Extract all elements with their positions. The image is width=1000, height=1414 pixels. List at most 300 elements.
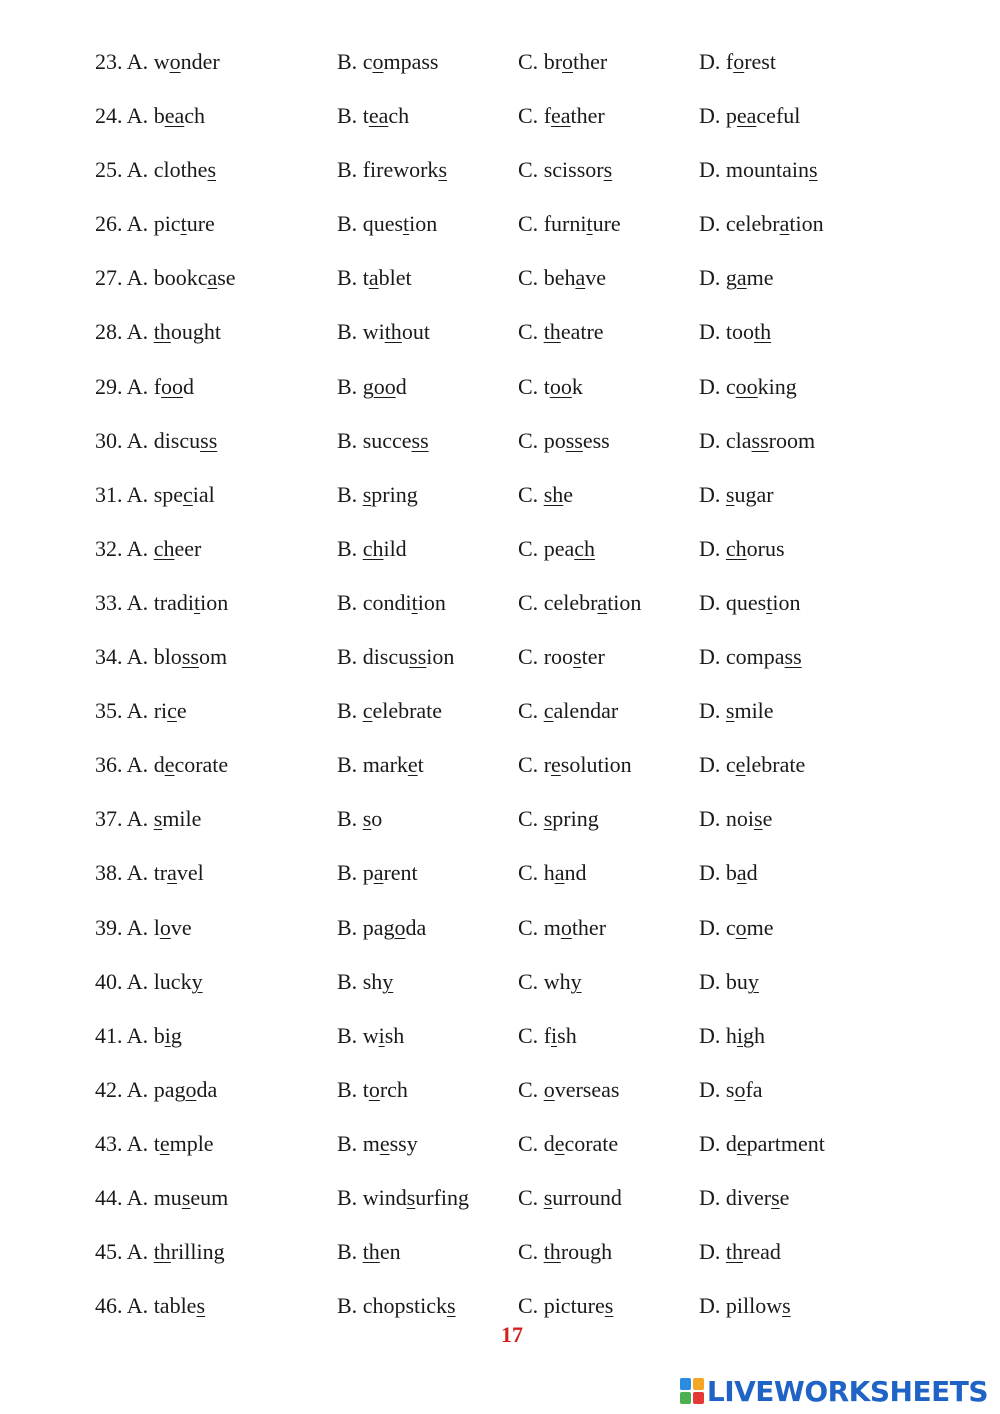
option-letter: A. <box>126 860 149 886</box>
option-a <box>95 210 215 238</box>
question-row <box>0 635 1000 689</box>
option-b <box>337 48 438 76</box>
option-word: smile <box>153 806 202 832</box>
option-word: rooster <box>543 644 605 670</box>
option-letter: D. <box>699 211 721 237</box>
option-word: pictures <box>543 1293 614 1319</box>
option-letter: B. <box>337 535 358 561</box>
option-letter: C. <box>518 1022 539 1048</box>
question-row <box>0 1014 1000 1068</box>
option-word: fish <box>543 1022 577 1048</box>
option-letter: D. <box>699 698 721 724</box>
option-letter: B. <box>337 265 358 291</box>
option-letter: C. <box>518 860 539 886</box>
option-a <box>95 1184 228 1212</box>
question-number: 26. <box>95 211 123 237</box>
option-word: decorate <box>153 752 229 778</box>
option-letter: D. <box>699 1076 721 1102</box>
option-c <box>518 427 610 455</box>
question-row <box>0 1230 1000 1284</box>
question-number: 39. <box>95 914 123 940</box>
question-row <box>0 1176 1000 1230</box>
option-letter: D. <box>699 860 721 886</box>
question-number: 29. <box>95 373 123 399</box>
option-word: market <box>362 752 424 778</box>
option-word: picture <box>153 211 215 237</box>
option-word: mountains <box>725 157 818 183</box>
option-letter: D. <box>699 373 721 399</box>
option-d <box>699 48 776 76</box>
option-letter: B. <box>337 914 358 940</box>
option-word: forest <box>725 49 776 74</box>
option-letter: D. <box>699 319 721 345</box>
option-word: bad <box>725 860 758 886</box>
option-letter: B. <box>337 1239 358 1265</box>
option-letter: C. <box>518 427 539 453</box>
option-letter: A. <box>126 481 149 507</box>
option-letter: D. <box>699 752 721 778</box>
option-letter: B. <box>337 968 358 994</box>
question-number: 45. <box>95 1239 123 1265</box>
option-word: spring <box>362 481 418 507</box>
option-letter: B. <box>337 1022 358 1048</box>
option-word: teach <box>362 103 410 129</box>
option-letter: C. <box>518 1184 539 1210</box>
option-b <box>337 1184 469 1212</box>
option-d <box>699 1238 781 1266</box>
option-word: tables <box>153 1293 206 1319</box>
option-word: possess <box>543 427 610 453</box>
option-d <box>699 859 758 887</box>
option-letter: A. <box>126 157 149 183</box>
option-c <box>518 968 582 996</box>
option-a <box>95 156 216 184</box>
option-word: cheer <box>153 535 202 561</box>
option-b <box>337 805 382 833</box>
option-d <box>699 643 802 671</box>
option-word: calendar <box>543 698 619 724</box>
option-c <box>518 373 583 401</box>
option-letter: A. <box>126 1184 149 1210</box>
option-letter: C. <box>518 968 539 994</box>
option-word: discussion <box>362 644 455 670</box>
option-word: overseas <box>543 1076 620 1102</box>
option-a <box>95 1130 214 1158</box>
option-word: good <box>362 373 407 399</box>
option-b <box>337 535 407 563</box>
option-letter: A. <box>126 265 149 291</box>
option-b <box>337 210 437 238</box>
option-letter: A. <box>126 319 149 345</box>
option-letter: A. <box>126 1130 149 1156</box>
option-c <box>518 589 641 617</box>
option-c <box>518 805 599 833</box>
option-a <box>95 264 236 292</box>
question-number: 25. <box>95 157 123 183</box>
question-number: 35. <box>95 698 123 724</box>
option-letter: A. <box>126 1239 149 1265</box>
option-letter: C. <box>518 373 539 399</box>
option-letter: B. <box>337 1293 358 1319</box>
option-word: discuss <box>153 427 218 453</box>
option-letter: C. <box>518 752 539 778</box>
option-letter: C. <box>518 481 539 507</box>
liveworksheets-logo[interactable] <box>680 1374 988 1408</box>
option-letter: D. <box>699 1239 721 1265</box>
question-number: 33. <box>95 589 123 615</box>
option-letter: C. <box>518 589 539 615</box>
option-word: scissors <box>543 157 613 183</box>
option-letter: A. <box>126 535 149 561</box>
question-row <box>0 960 1000 1014</box>
question-number: 32. <box>95 535 123 561</box>
option-letter: D. <box>699 644 721 670</box>
question-row <box>0 365 1000 419</box>
option-word: buy <box>725 968 759 994</box>
option-letter: D. <box>699 589 721 615</box>
option-word: clothes <box>153 157 217 183</box>
option-word: travel <box>153 860 204 886</box>
option-a <box>95 1076 217 1104</box>
question-row <box>0 527 1000 581</box>
option-letter: B. <box>337 427 358 453</box>
option-letter: C. <box>518 49 539 74</box>
option-a <box>95 48 220 76</box>
option-word: surround <box>543 1184 622 1210</box>
option-letter: D. <box>699 914 721 940</box>
option-word: messy <box>362 1130 418 1156</box>
question-row <box>0 202 1000 256</box>
option-b <box>337 427 429 455</box>
option-d <box>699 373 797 401</box>
option-c <box>518 1022 577 1050</box>
option-c <box>518 210 621 238</box>
question-number: 28. <box>95 319 123 345</box>
option-c <box>518 697 618 725</box>
question-number: 46. <box>95 1293 123 1319</box>
question-row <box>0 40 1000 94</box>
option-d <box>699 1076 763 1104</box>
option-d <box>699 318 771 346</box>
option-word: so <box>362 806 383 832</box>
option-c <box>518 1238 612 1266</box>
option-letter: C. <box>518 1130 539 1156</box>
option-word: success <box>362 427 429 453</box>
option-a <box>95 318 221 346</box>
question-number: 24. <box>95 103 123 129</box>
option-word: celebrate <box>362 698 443 724</box>
option-word: special <box>153 481 215 507</box>
option-letter: C. <box>518 914 539 940</box>
option-b <box>337 697 442 725</box>
option-letter: C. <box>518 103 539 129</box>
option-c <box>518 859 586 887</box>
option-word: smile <box>725 698 774 724</box>
option-a <box>95 914 192 942</box>
option-letter: C. <box>518 157 539 183</box>
option-letter: C. <box>518 1293 539 1319</box>
option-c <box>518 156 612 184</box>
option-word: question <box>725 589 801 615</box>
option-word: food <box>153 373 195 399</box>
question-row <box>0 906 1000 960</box>
option-word: come <box>725 914 774 940</box>
option-word: bookcase <box>153 265 236 291</box>
option-b <box>337 859 418 887</box>
option-word: theatre <box>543 319 604 345</box>
option-letter: C. <box>518 265 539 291</box>
option-word: behave <box>543 265 606 291</box>
option-letter: A. <box>126 373 149 399</box>
option-letter: D. <box>699 157 721 183</box>
option-letter: A. <box>126 644 149 670</box>
question-row <box>0 148 1000 202</box>
option-word: wonder <box>153 49 220 74</box>
option-letter: C. <box>518 319 539 345</box>
option-a <box>95 373 194 401</box>
option-letter: B. <box>337 103 358 129</box>
option-c <box>518 535 595 563</box>
option-word: high <box>725 1022 766 1048</box>
option-c <box>518 264 606 292</box>
option-d <box>699 1184 789 1212</box>
option-d <box>699 481 774 509</box>
option-d <box>699 264 774 292</box>
option-c <box>518 914 606 942</box>
option-letter: C. <box>518 1239 539 1265</box>
question-row <box>0 1068 1000 1122</box>
option-c <box>518 481 573 509</box>
question-row <box>0 1122 1000 1176</box>
option-letter: B. <box>337 806 358 832</box>
option-word: lucky <box>153 968 203 994</box>
option-letter: A. <box>126 49 149 74</box>
option-word: sofa <box>725 1076 763 1102</box>
option-letter: A. <box>126 752 149 778</box>
option-a <box>95 481 215 509</box>
option-a <box>95 535 201 563</box>
option-word: tooth <box>725 319 772 345</box>
option-b <box>337 1022 404 1050</box>
option-d <box>699 210 824 238</box>
question-number: 43. <box>95 1130 123 1156</box>
option-word: game <box>725 265 774 291</box>
option-word: thread <box>725 1239 781 1265</box>
option-b <box>337 318 430 346</box>
option-word: beach <box>153 103 205 129</box>
option-letter: C. <box>518 644 539 670</box>
brand-text: LIVEWORKSHEETS <box>706 1374 988 1408</box>
question-number: 40. <box>95 968 123 994</box>
option-word: fireworks <box>362 157 447 183</box>
option-word: celebrate <box>725 752 806 778</box>
option-letter: A. <box>126 968 149 994</box>
question-number: 23. <box>95 49 123 74</box>
option-word: through <box>543 1239 613 1265</box>
option-letter: C. <box>518 535 539 561</box>
option-d <box>699 805 772 833</box>
option-word: love <box>153 914 192 940</box>
question-row <box>0 94 1000 148</box>
option-word: celebration <box>543 589 642 615</box>
option-letter: A. <box>126 914 149 940</box>
option-letter: D. <box>699 1022 721 1048</box>
option-letter: A. <box>126 427 149 453</box>
option-d <box>699 1292 791 1320</box>
option-word: department <box>725 1130 825 1156</box>
option-d <box>699 102 800 130</box>
question-number: 37. <box>95 806 123 832</box>
question-number: 38. <box>95 860 123 886</box>
option-letter: B. <box>337 1076 358 1102</box>
option-letter: D. <box>699 481 721 507</box>
option-word: decorate <box>543 1130 619 1156</box>
option-b <box>337 914 426 942</box>
option-c <box>518 1076 619 1104</box>
option-a <box>95 1022 182 1050</box>
option-d <box>699 1022 765 1050</box>
option-d <box>699 697 774 725</box>
question-list <box>0 40 1000 1338</box>
option-letter: A. <box>126 211 149 237</box>
option-letter: B. <box>337 698 358 724</box>
option-letter: A. <box>126 1022 149 1048</box>
option-word: pagoda <box>153 1076 218 1102</box>
option-word: tradition <box>153 589 229 615</box>
option-word: torch <box>362 1076 408 1102</box>
question-row <box>0 581 1000 635</box>
option-letter: B. <box>337 373 358 399</box>
option-c <box>518 1130 618 1158</box>
option-word: blossom <box>153 644 228 670</box>
option-a <box>95 102 205 130</box>
question-number: 36. <box>95 752 123 778</box>
option-letter: C. <box>518 806 539 832</box>
option-word: big <box>153 1022 182 1048</box>
option-letter: B. <box>337 211 358 237</box>
option-word: resolution <box>543 752 632 778</box>
option-word: thrilling <box>153 1239 225 1265</box>
option-a <box>95 697 187 725</box>
option-word: cooking <box>725 373 797 399</box>
option-c <box>518 318 604 346</box>
question-number: 31. <box>95 481 123 507</box>
option-word: rice <box>153 698 187 724</box>
option-d <box>699 914 774 942</box>
question-number: 42. <box>95 1076 123 1102</box>
option-letter: A. <box>126 103 149 129</box>
option-word: why <box>543 968 582 994</box>
option-b <box>337 751 424 779</box>
option-c <box>518 102 605 130</box>
option-letter: B. <box>337 157 358 183</box>
question-number: 30. <box>95 427 123 453</box>
option-d <box>699 589 800 617</box>
option-word: hand <box>543 860 587 886</box>
option-word: pillows <box>725 1293 791 1319</box>
option-word: then <box>362 1239 401 1265</box>
option-letter: D. <box>699 427 721 453</box>
option-b <box>337 102 409 130</box>
option-a <box>95 1292 205 1320</box>
option-b <box>337 156 447 184</box>
option-d <box>699 968 759 996</box>
option-letter: C. <box>518 1076 539 1102</box>
option-a <box>95 589 228 617</box>
option-letter: D. <box>699 535 721 561</box>
option-c <box>518 751 632 779</box>
option-word: brother <box>543 49 608 74</box>
option-b <box>337 1238 401 1266</box>
option-c <box>518 643 605 671</box>
option-c <box>518 1292 613 1320</box>
option-word: question <box>362 211 438 237</box>
option-letter: D. <box>699 1184 721 1210</box>
option-d <box>699 1130 825 1158</box>
option-word: sugar <box>725 481 774 507</box>
option-a <box>95 751 228 779</box>
option-letter: B. <box>337 589 358 615</box>
option-b <box>337 643 454 671</box>
option-letter: B. <box>337 1184 358 1210</box>
question-row <box>0 797 1000 851</box>
question-row <box>0 743 1000 797</box>
option-word: pagoda <box>362 914 427 940</box>
option-a <box>95 427 217 455</box>
option-letter: B. <box>337 481 358 507</box>
option-word: without <box>362 319 430 345</box>
option-word: condition <box>362 589 446 615</box>
option-word: windsurfing <box>362 1184 470 1210</box>
option-b <box>337 373 407 401</box>
option-b <box>337 1130 418 1158</box>
option-word: temple <box>153 1130 214 1156</box>
option-a <box>95 859 204 887</box>
option-word: thought <box>153 319 221 345</box>
option-letter: A. <box>126 1076 149 1102</box>
option-word: chopsticks <box>362 1293 456 1319</box>
question-number: 41. <box>95 1022 123 1048</box>
option-word: museum <box>153 1184 229 1210</box>
option-word: chorus <box>725 535 785 561</box>
option-word: she <box>543 481 574 507</box>
page-number: 17 <box>501 1322 523 1347</box>
option-b <box>337 589 446 617</box>
option-letter: B. <box>337 644 358 670</box>
option-c <box>518 1184 622 1212</box>
option-letter: D. <box>699 1130 721 1156</box>
option-d <box>699 751 805 779</box>
option-letter: B. <box>337 1130 358 1156</box>
option-word: classroom <box>725 427 816 453</box>
question-row <box>0 310 1000 364</box>
option-letter: D. <box>699 1293 721 1319</box>
option-d <box>699 535 785 563</box>
option-d <box>699 156 818 184</box>
question-row <box>0 473 1000 527</box>
option-word: compass <box>362 49 439 74</box>
option-letter: D. <box>699 265 721 291</box>
option-letter: A. <box>126 698 149 724</box>
option-letter: D. <box>699 968 721 994</box>
option-word: tablet <box>362 265 412 291</box>
option-letter: B. <box>337 860 358 886</box>
option-word: noise <box>725 806 773 832</box>
option-letter: A. <box>126 1293 149 1319</box>
option-word: child <box>362 535 407 561</box>
option-letter: A. <box>126 589 149 615</box>
option-c <box>518 48 607 76</box>
